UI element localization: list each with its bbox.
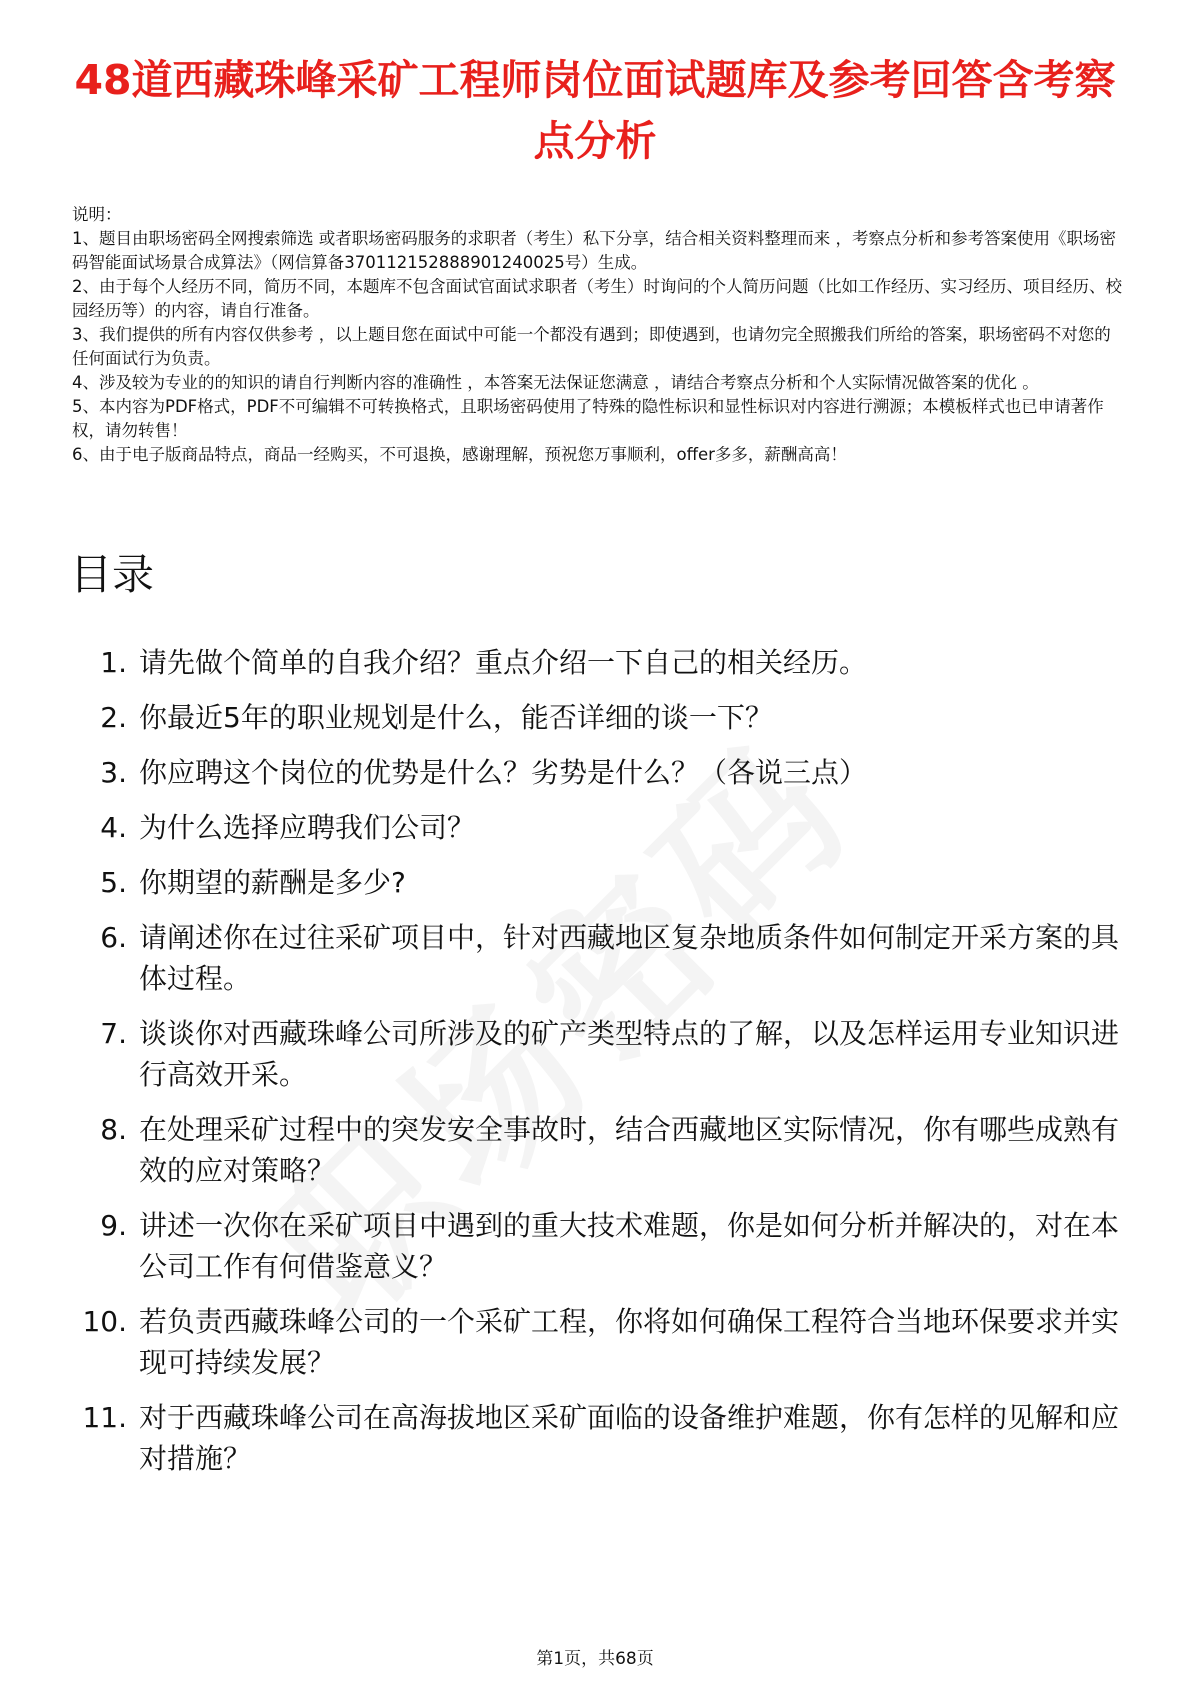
toc-item[interactable] (70, 807, 1130, 848)
toc-item[interactable] (70, 642, 1130, 683)
toc-item[interactable] (70, 1301, 1130, 1383)
toc-item-number: 5. (100, 866, 127, 899)
toc-item[interactable] (70, 1013, 1130, 1095)
toc-item-number: 3. (100, 756, 127, 789)
toc-item-number: 9. (100, 1209, 127, 1242)
toc-item-text: 讲述一次你在采矿项目中遇到的重大技术难题，你是如何分析并解决的，对在本公司工作有何借鉴意义？ (139, 1209, 1120, 1283)
toc-item-number: 2. (100, 701, 127, 734)
toc-item-text: 请阐述你在过往采矿项目中，针对西藏地区复杂地质条件如何制定开采方案的具体过程。 (139, 921, 1120, 995)
toc-item[interactable] (70, 1397, 1130, 1479)
toc-item-number: 11. (82, 1401, 127, 1434)
toc-item-text: 对于西藏珠峰公司在高海拔地区采矿面临的设备维护难题，你有怎样的见解和应对措施？ (139, 1401, 1120, 1475)
toc-item-text: 你期望的薪酬是多少? (139, 866, 406, 899)
toc-item-text: 你最近5年的职业规划是什么，能否详细的谈一下？ (139, 701, 773, 734)
toc-item[interactable] (70, 1109, 1130, 1191)
toc-item[interactable] (70, 1205, 1130, 1287)
toc-item-number: 7. (100, 1017, 127, 1050)
toc-item-number: 1. (100, 646, 127, 679)
notes-section (72, 203, 1122, 467)
note-item: 5、本内容为PDF格式，PDF不可编辑不可转换格式，且职场密码使用了特殊的隐性标识和显性标识对内容进行溯源；本模板样式也已申请著作权，请勿转售！ (72, 397, 1104, 440)
toc-item-text: 你应聘这个岗位的优势是什么？劣势是什么？（各说三点） (139, 756, 868, 789)
notes-heading: 说明： (72, 205, 122, 224)
toc-item-number: 8. (100, 1113, 127, 1146)
document-title: 48道西藏珠峰采矿工程师岗位面试题库及参考回答含考察点分析 (74, 56, 1116, 165)
note-item: 3、我们提供的所有内容仅供参考 ，以上题目您在面试中可能一个都没有遇到；即使遇到，也请勿完全照搬我们所给的答案，职场密码不对您的任何面试行为负责。 (72, 325, 1111, 368)
note-item: 4、涉及较为专业的的知识的请自行判断内容的准确性 ，本答案无法保证您满意 ，请结合考察点分析和个人实际情况做答案的优化 。 (72, 373, 1039, 392)
note-item: 2、由于每个人经历不同，简历不同，本题库不包含面试官面试求职者（考生）时询问的个人简历问题（比如工作经历、实习经历、项目经历、校园经历等）的内容，请自行准备。 (72, 277, 1122, 320)
toc-item[interactable] (70, 917, 1130, 999)
toc-item-text: 若负责西藏珠峰公司的一个采矿工程，你将如何确保工程符合当地环保要求并实现可持续发展？ (139, 1305, 1120, 1379)
toc-list (70, 642, 1130, 1493)
toc-item[interactable] (70, 862, 1130, 903)
note-item: 6、由于电子版商品特点，商品一经购买，不可退换，感谢理解，预祝您万事顺利，offer多多，薪酬高高！ (72, 445, 847, 464)
note-item: 1、题目由职场密码全网搜索筛选 或者职场密码服务的求职者（考生）私下分享，结合相关资料整理而来 ，考察点分析和参考答案使用《职场密码智能面试场景合成算法》（网信算备370112152888901240025号）生成。 (72, 229, 1116, 272)
toc-item-number: 4. (100, 811, 127, 844)
toc-item-text: 谈谈你对西藏珠峰公司所涉及的矿产类型特点的了解，以及怎样运用专业知识进行高效开采。 (139, 1017, 1120, 1091)
toc-item[interactable] (70, 752, 1130, 793)
toc-item-text: 请先做个简单的自我介绍？重点介绍一下自己的相关经历。 (139, 646, 868, 679)
toc-item-text: 为什么选择应聘我们公司？ (139, 811, 476, 844)
page-footer: 第1页，共68页 (536, 1649, 654, 1669)
toc-item-number: 10. (82, 1305, 127, 1338)
toc-item[interactable] (70, 697, 1130, 738)
toc-item-text: 在处理采矿过程中的突发安全事故时，结合西藏地区实际情况，你有哪些成熟有效的应对策略？ (139, 1113, 1120, 1187)
toc-heading: 目录 (70, 550, 155, 599)
toc-item-number: 6. (100, 921, 127, 954)
